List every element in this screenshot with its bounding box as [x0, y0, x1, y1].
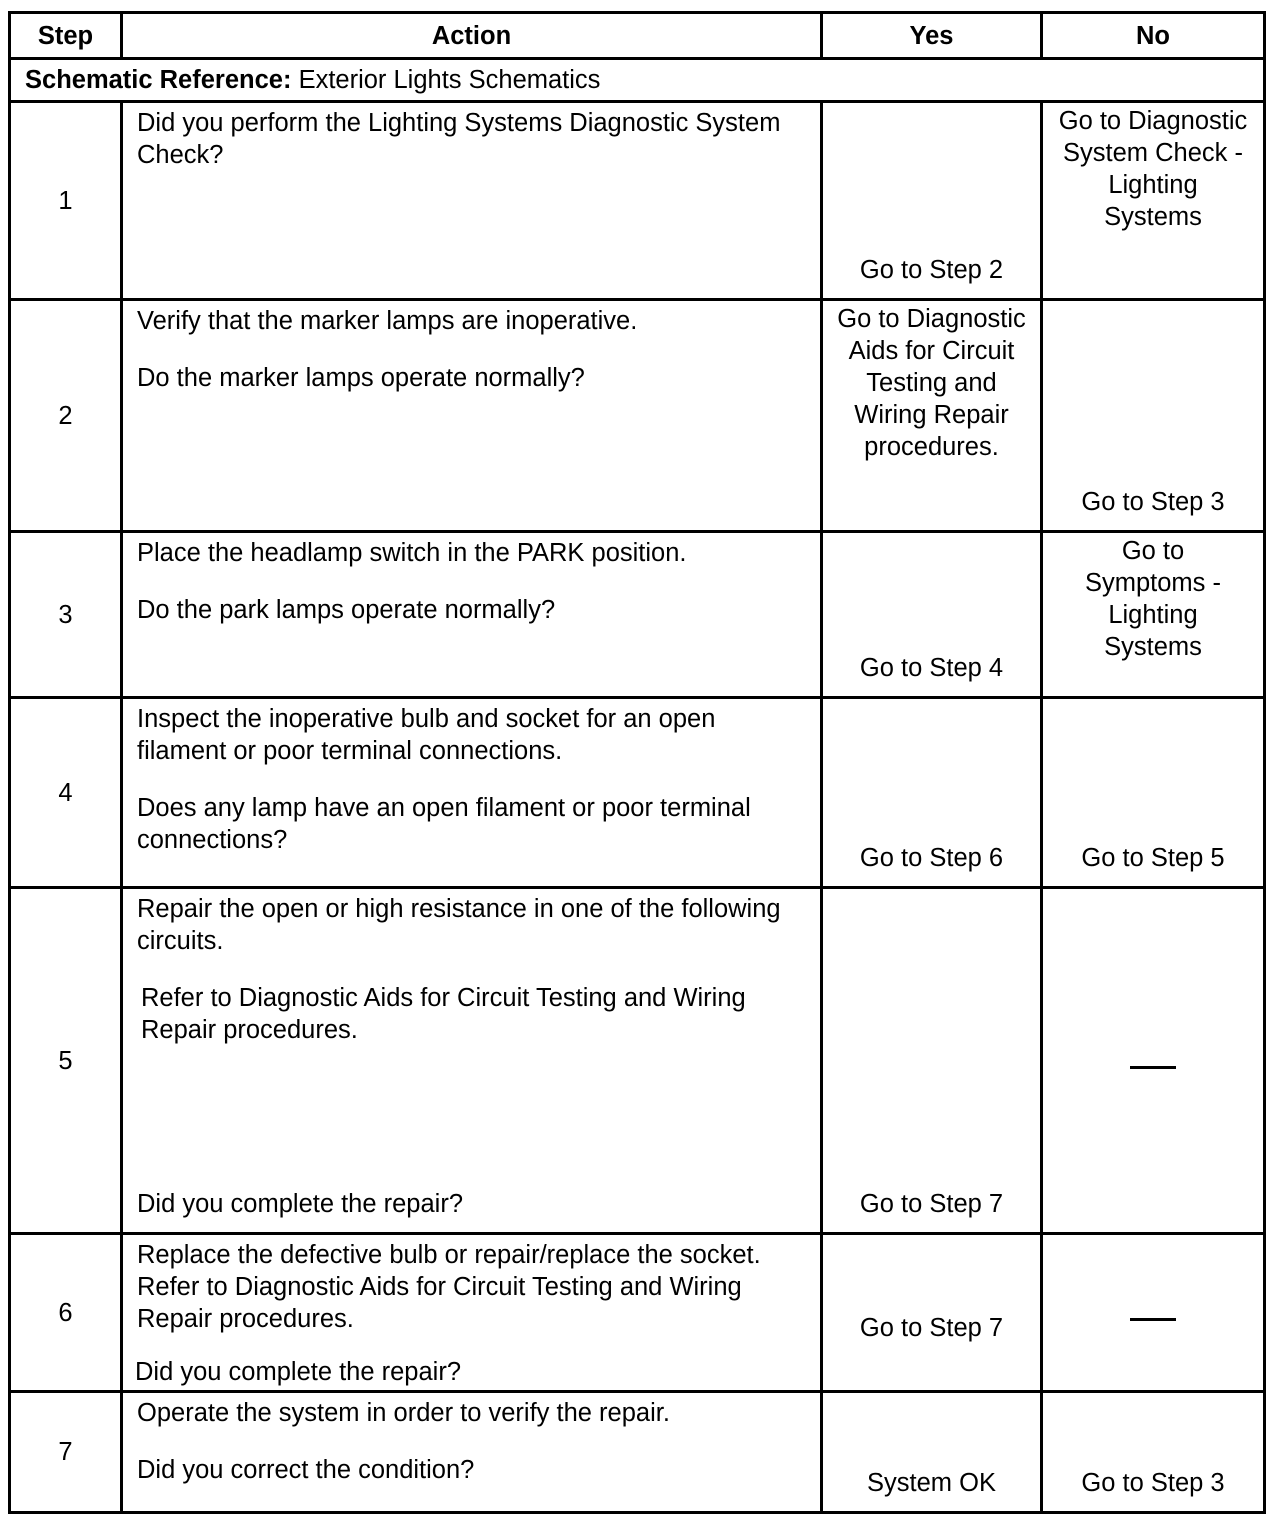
header-no: No [1042, 13, 1265, 59]
header-yes: Yes [822, 13, 1042, 59]
yes-cell: System OK [822, 1392, 1042, 1513]
no-cell: Go to Step 3 [1042, 1392, 1265, 1513]
action-question: Do the park lamps operate normally? [137, 596, 556, 624]
schematic-reference-row [10, 59, 1265, 102]
header-step: Step [10, 13, 122, 59]
table-row [10, 300, 1265, 532]
action-cell [122, 102, 822, 300]
no-cell: Go to Symptoms - Lighting Systems [1042, 532, 1265, 698]
step-number: 1 [10, 102, 122, 300]
table-row [10, 532, 1265, 698]
schematic-reference-label: Schematic Reference: [25, 66, 292, 94]
header-action: Action [122, 13, 822, 59]
yes-cell: Go to Step 6 [822, 698, 1042, 888]
no-cell: Go to Diagnostic System Check - Lighting Systems [1042, 102, 1265, 300]
action-text: Did you perform the Lighting Systems Diagnostic System Check? [137, 109, 781, 169]
action-text: Repair the open or high resistance in one of the following circuits. [137, 895, 781, 955]
table-row [10, 102, 1265, 300]
no-answer-dash [1130, 1318, 1176, 1321]
action-text: Operate the system in order to verify the repair. [137, 1399, 670, 1427]
yes-cell: Go to Step 7 [822, 888, 1042, 1234]
yes-cell: Go to Step 7 [822, 1234, 1042, 1392]
action-cell [122, 888, 822, 1234]
action-text: Replace the defective bulb or repair/replace the socket. Refer to Diagnostic Aids for Circuit Testing and Wiring Repair procedures. [137, 1241, 761, 1333]
step-number: 3 [10, 532, 122, 698]
action-text: Place the headlamp switch in the PARK position. [137, 539, 687, 567]
schematic-reference-value: Exterior Lights Schematics [298, 66, 601, 94]
yes-cell: Go to Step 2 [822, 102, 1042, 300]
action-text: Verify that the marker lamps are inoperative. [137, 307, 638, 335]
action-cell [122, 300, 822, 532]
no-cell: Go to Step 3 [1042, 300, 1265, 532]
action-question: Did you complete the repair? [135, 1358, 462, 1386]
action-text: Inspect the inoperative bulb and socket for an open filament or poor terminal connections. [137, 705, 716, 765]
table-row [10, 1234, 1265, 1392]
schematic-reference [10, 59, 1265, 102]
yes-cell: Go to Diagnostic Aids for Circuit Testing and Wiring Repair procedures. [822, 300, 1042, 532]
action-question: Does any lamp have an open filament or poor terminal connections? [137, 794, 751, 854]
action-cell [122, 698, 822, 888]
action-question: Did you complete the repair? [137, 1190, 464, 1218]
step-number: 2 [10, 300, 122, 532]
diagnostic-table [8, 11, 1266, 1514]
step-number: 5 [10, 888, 122, 1234]
step-number: 6 [10, 1234, 122, 1392]
yes-cell: Go to Step 4 [822, 532, 1042, 698]
no-cell [1042, 888, 1265, 1234]
step-number: 7 [10, 1392, 122, 1513]
no-cell [1042, 1234, 1265, 1392]
action-reference: Refer to Diagnostic Aids for Circuit Testing and Wiring Repair procedures. [141, 984, 746, 1044]
action-cell [122, 1234, 822, 1392]
table-row [10, 888, 1265, 1234]
table-row [10, 1392, 1265, 1513]
action-question: Did you correct the condition? [137, 1456, 475, 1484]
header-row [10, 13, 1265, 59]
action-cell [122, 1392, 822, 1513]
no-cell: Go to Step 5 [1042, 698, 1265, 888]
action-question: Do the marker lamps operate normally? [137, 364, 585, 392]
action-cell [122, 532, 822, 698]
no-answer-dash [1130, 1066, 1176, 1069]
step-number: 4 [10, 698, 122, 888]
table-row [10, 698, 1265, 888]
